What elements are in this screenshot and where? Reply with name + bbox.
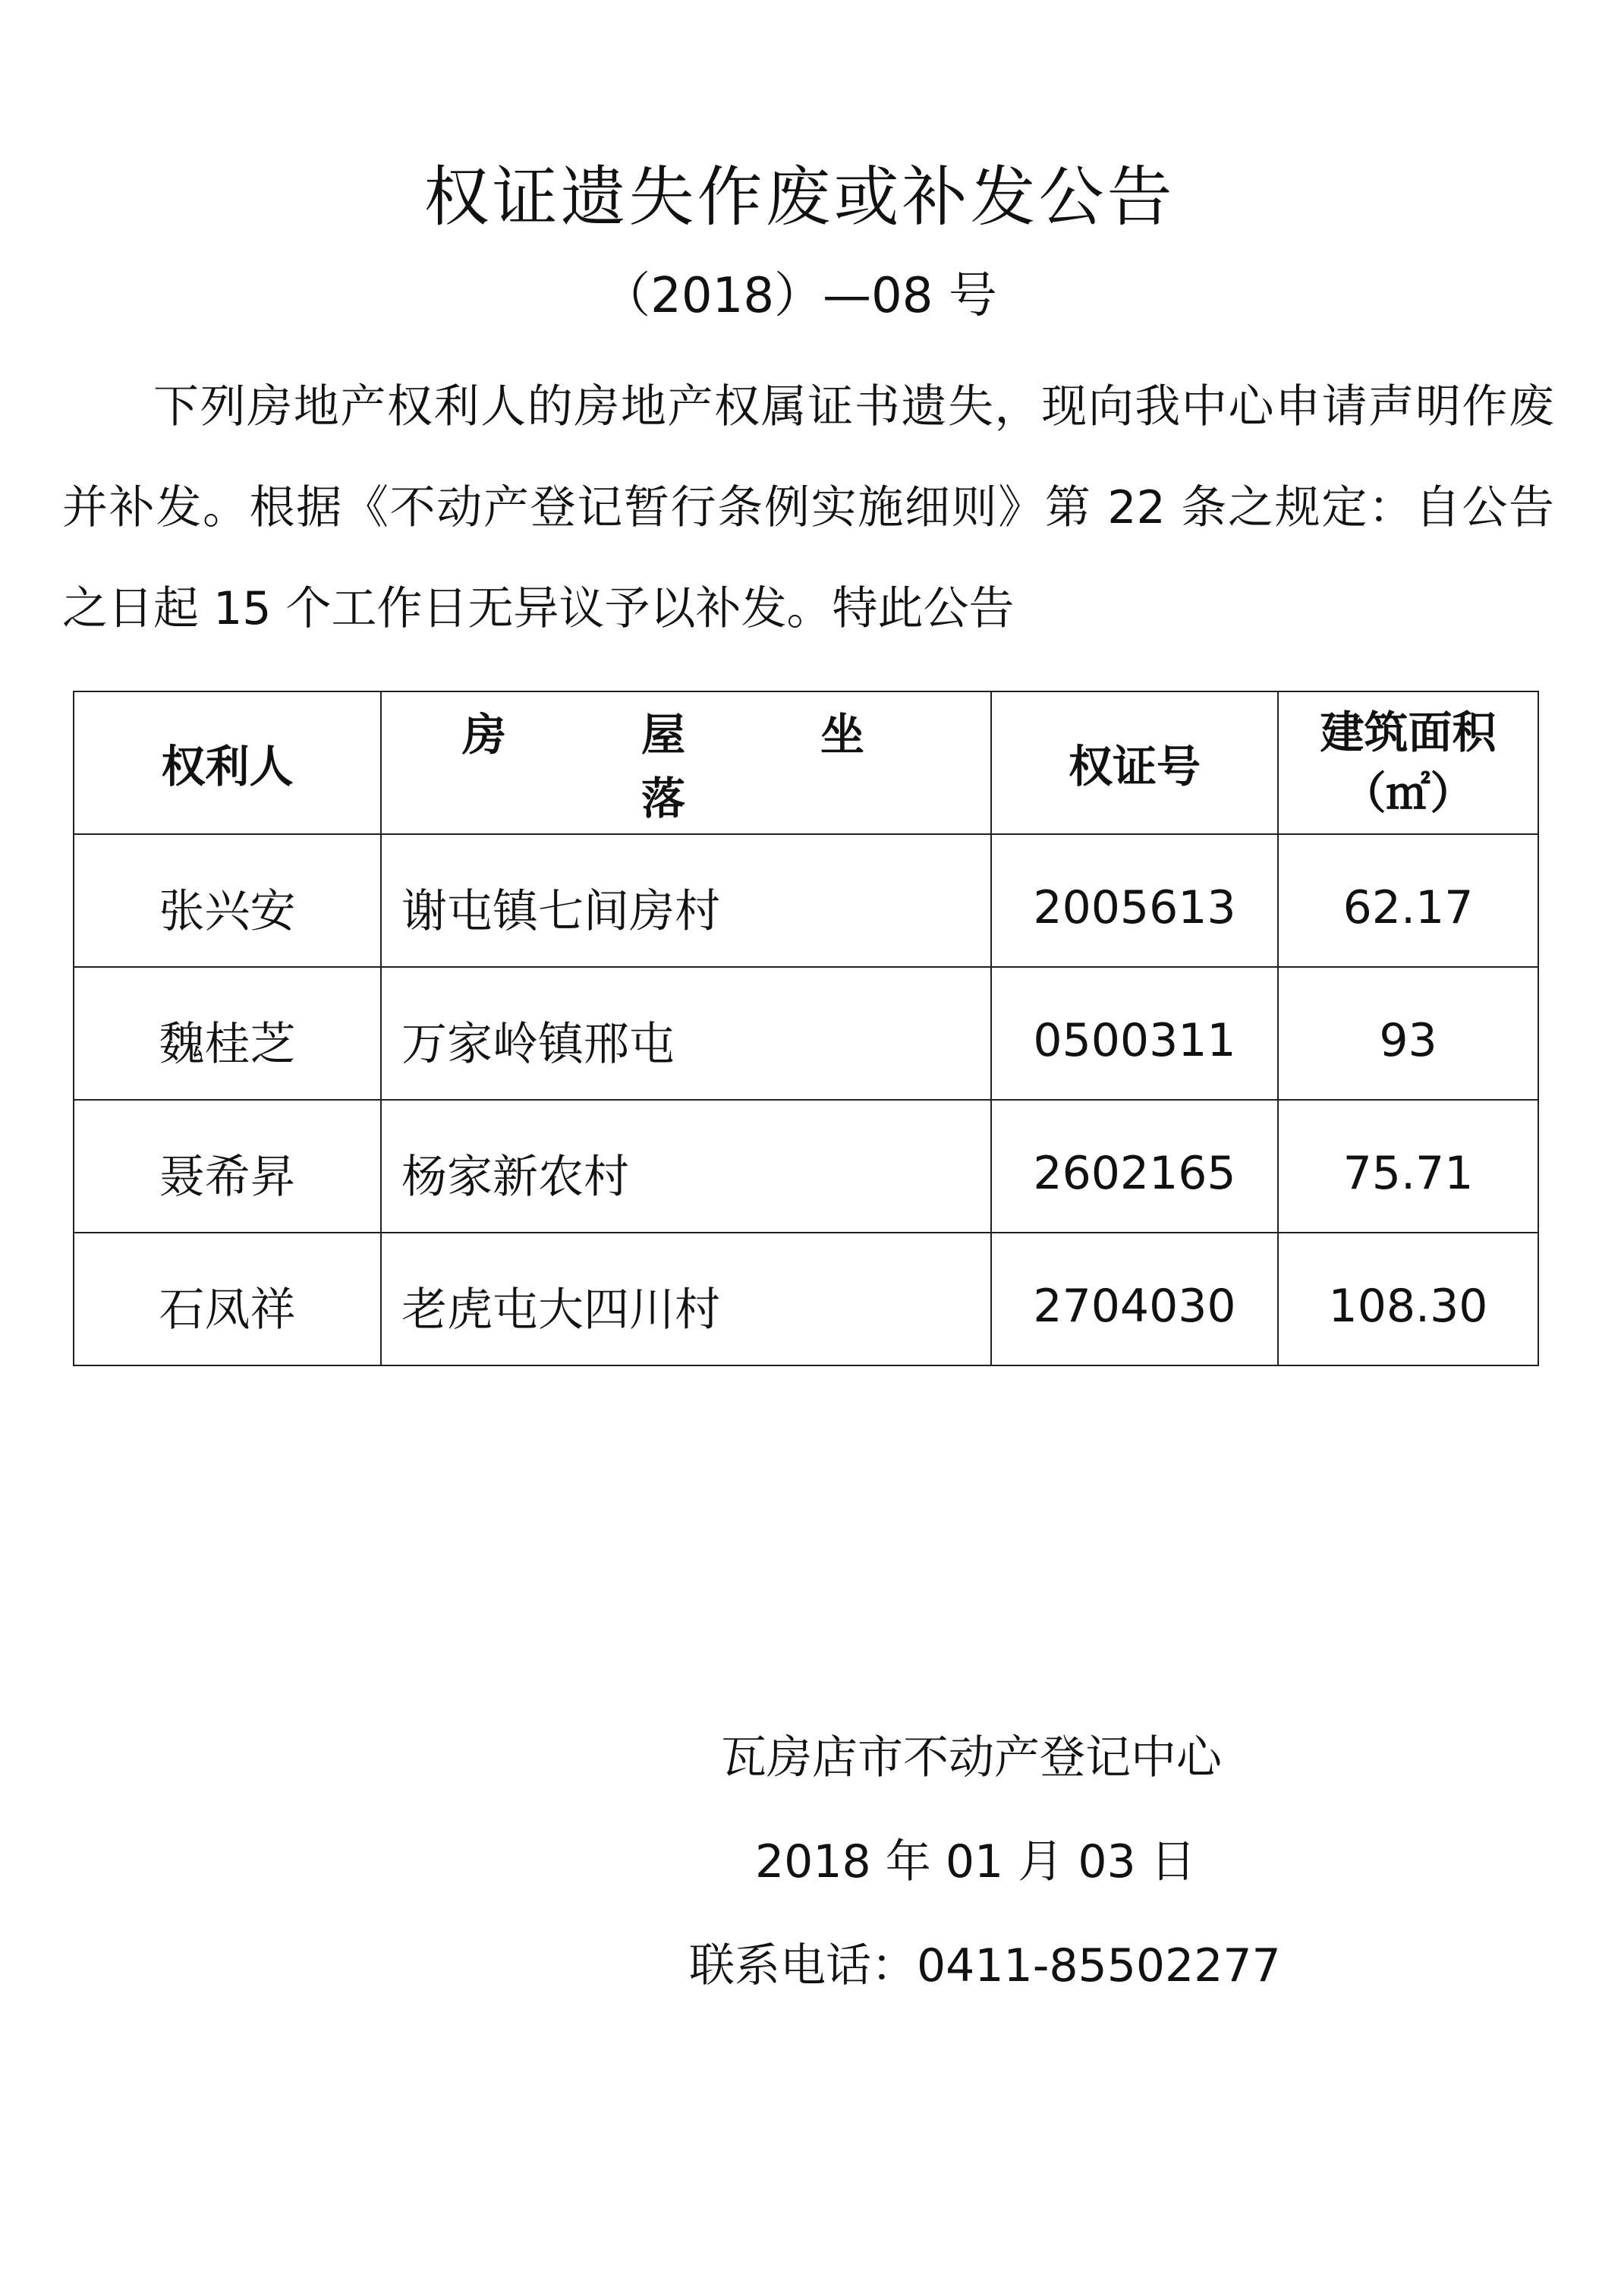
header-owner: 权利人 bbox=[74, 691, 381, 834]
cell-owner: 石凤祥 bbox=[74, 1233, 381, 1365]
header-cert-no: 权证号 bbox=[991, 691, 1278, 834]
cell-owner: 聂希昇 bbox=[74, 1100, 381, 1233]
table-row bbox=[74, 1233, 1538, 1365]
header-location-label: 房 屋 坐 落 bbox=[461, 709, 1000, 824]
cell-cert-no: 2602165 bbox=[991, 1100, 1278, 1233]
cell-cert-no: 2005613 bbox=[991, 834, 1278, 967]
notice-body: 下列房地产权利人的房地产权属证书遗失，现向我中心申请声明作废并补发。根据《不动产登记暂行条例实施细则》第 22 条之规定：自公告之日起 15 个工作日无异议予以补发。特此公告 bbox=[62, 380, 1554, 635]
contact-phone: 联系电话：0411-85502277 bbox=[689, 1939, 1281, 1992]
cell-location: 杨家新农村 bbox=[381, 1100, 991, 1233]
header-area-label: 建筑面积 bbox=[1320, 707, 1497, 758]
header-location bbox=[381, 691, 1000, 834]
table-header-row bbox=[74, 691, 1538, 834]
table-row bbox=[74, 967, 1538, 1100]
header-area bbox=[1278, 691, 1538, 834]
cell-owner: 张兴安 bbox=[74, 834, 381, 967]
table-row bbox=[74, 834, 1538, 967]
table-row bbox=[74, 1100, 1538, 1233]
cell-area: 93 bbox=[1278, 967, 1538, 1100]
cell-area: 75.71 bbox=[1278, 1100, 1538, 1233]
notice-number: （2018）—08 号 bbox=[602, 268, 997, 324]
issue-date: 2018 年 01 月 03 日 bbox=[755, 1835, 1196, 1888]
cell-owner: 魏桂芝 bbox=[74, 967, 381, 1100]
certificate-table bbox=[73, 691, 1539, 1366]
cell-cert-no: 0500311 bbox=[991, 967, 1278, 1100]
issuing-organization: 瓦房店市不动产登记中心 bbox=[721, 1731, 1222, 1784]
header-area-unit: （㎡） bbox=[1342, 767, 1475, 819]
cell-location: 万家岭镇邢屯 bbox=[381, 967, 991, 1100]
cell-location: 谢屯镇七间房村 bbox=[381, 834, 991, 967]
cell-area: 108.30 bbox=[1278, 1233, 1538, 1365]
notice-title: 权证遗失作废或补发公告 bbox=[423, 159, 1176, 235]
cell-cert-no: 2704030 bbox=[991, 1233, 1278, 1365]
cell-area: 62.17 bbox=[1278, 834, 1538, 967]
cell-location: 老虎屯大四川村 bbox=[381, 1233, 991, 1365]
